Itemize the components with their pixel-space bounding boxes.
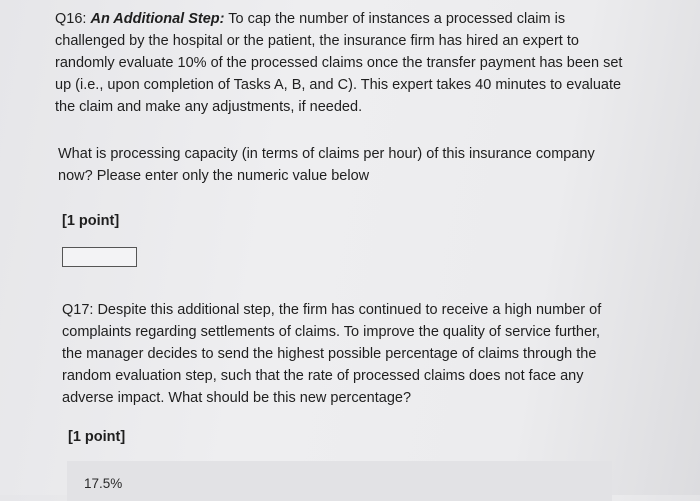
q16-prompt: What is processing capacity (in terms of claims per hour) of this insurance company now? Please enter only the numeric value below bbox=[58, 146, 595, 184]
q16-heading: An Additional Step: bbox=[90, 11, 225, 27]
q17-answer-value: 17.5% bbox=[84, 476, 123, 491]
q17-question-text: Q17: Despite this additional step, the firm has continued to receive a high number of complaints regarding settlements of claims. To improve the quality of service further, the manager decides to send the highest possible percentage of claims through the random evaluation step, such that the rate of processed claims does not face any adverse impact. What should be this new percentage? bbox=[62, 302, 602, 406]
q16-number: Q16: bbox=[55, 11, 91, 27]
q16-question-text bbox=[55, 8, 635, 118]
q17-points-label: [1 point] bbox=[68, 429, 126, 445]
q16-answer-input[interactable] bbox=[62, 247, 137, 267]
q17-answer-field[interactable] bbox=[67, 461, 612, 501]
q16-points-label: [1 point] bbox=[62, 213, 120, 229]
q16-body: To cap the number of instances a processed claim is challenged by the hospital or the patient, the insurance firm has hired an expert to randomly evaluate 10% of the processed claims once the transfer payment has been set up (i.e., upon completion of Tasks A, B, and C). This expert takes 40 minutes to evaluate the claim and make any adjustments, if needed. bbox=[55, 11, 623, 115]
